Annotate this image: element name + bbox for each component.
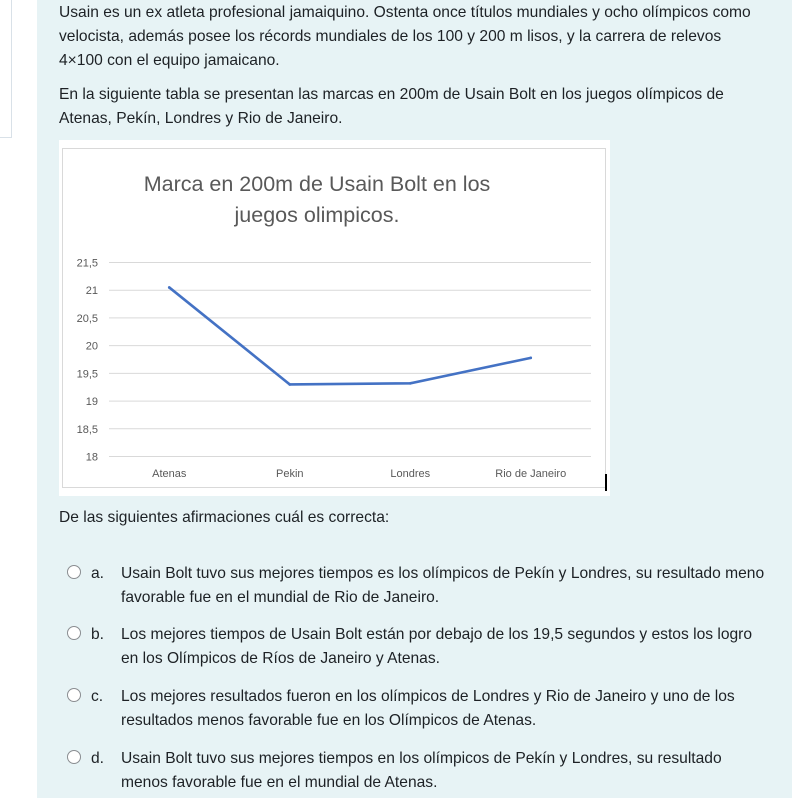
option-c-line-2: resultados menos favorable fue en los Olímpicos de Atenas. bbox=[121, 712, 537, 729]
option-b-letter: b. bbox=[91, 626, 105, 643]
intro-line-3: 4×100 con el equipo jamaicano. bbox=[59, 52, 280, 69]
option-b[interactable] bbox=[67, 623, 792, 671]
intro-line-4: En la siguiente tabla se presentan las marcas en 200m de Usain Bolt en los juegos olímpicos de bbox=[59, 86, 724, 103]
option-c-line-1: Los mejores resultados fueron en los olímpicos de Londres y Rio de Janeiro y uno de los bbox=[121, 688, 735, 705]
chart-title-line-2: juegos olimpicos. bbox=[234, 203, 400, 227]
question-prompt: De las siguientes afirmaciones cuál es correcta: bbox=[59, 509, 390, 526]
intro-line-1: Usain es un ex atleta profesional jamaiquino. Ostenta once títulos mundiales y ocho olímpicos como bbox=[59, 4, 751, 21]
option-c[interactable] bbox=[67, 685, 792, 733]
x-tick-label: Rio de Janeiro bbox=[495, 468, 567, 480]
chart-title-line-1: Marca en 200m de Usain Bolt en los bbox=[143, 172, 491, 196]
option-a-line-1: Usain Bolt tuvo sus mejores tiempos es los olímpicos de Pekín y Londres, su resultado meno bbox=[121, 565, 765, 582]
y-tick-label: 21,5 bbox=[76, 257, 98, 270]
y-tick-label: 21 bbox=[85, 285, 98, 298]
y-tick-label: 19,5 bbox=[76, 368, 98, 381]
option-a-line-2: favorable fue en el mundial de Rio de Janeiro. bbox=[121, 589, 440, 606]
option-d-line-1: Usain Bolt tuvo sus mejores tiempos en los olímpicos de Pekín y Londres, su resultado bbox=[121, 750, 722, 767]
y-tick-label: 18 bbox=[85, 451, 98, 464]
chart-frame bbox=[62, 148, 606, 488]
option-d-line-2: menos favorable fue en el mundial de Atenas. bbox=[121, 774, 438, 791]
intro-line-2: velocista, además posee los récords mundiales de los 100 y 200 m lisos, y la carrera de relevos bbox=[59, 28, 722, 45]
x-tick-label: Atenas bbox=[152, 468, 187, 480]
radio-a[interactable] bbox=[67, 565, 81, 579]
option-b-line-2: en los Olímpicos de Ríos de Janeiro y Atenas. bbox=[121, 650, 440, 667]
option-a-letter: a. bbox=[91, 565, 105, 582]
y-tick-label: 20 bbox=[85, 340, 98, 353]
text-cursor bbox=[605, 474, 607, 491]
y-tick-label: 19 bbox=[85, 396, 98, 409]
radio-b[interactable] bbox=[67, 626, 81, 640]
option-d[interactable] bbox=[67, 747, 792, 795]
radio-c[interactable] bbox=[67, 688, 81, 702]
intro-line-5: Atenas, Pekín, Londres y Rio de Janeiro. bbox=[59, 110, 343, 127]
option-b-line-1: Los mejores tiempos de Usain Bolt están por debajo de los 19,5 segundos y estos los logro bbox=[121, 626, 753, 643]
option-d-letter: d. bbox=[91, 750, 105, 767]
x-tick-label: Pekin bbox=[275, 468, 304, 480]
x-tick-label: Londres bbox=[390, 468, 431, 480]
option-a[interactable] bbox=[67, 562, 792, 610]
option-c-letter: c. bbox=[91, 688, 104, 705]
radio-d[interactable] bbox=[67, 750, 81, 764]
left-block-edge bbox=[0, 0, 12, 138]
y-tick-label: 18,5 bbox=[76, 423, 98, 436]
y-tick-label: 20,5 bbox=[76, 312, 98, 325]
